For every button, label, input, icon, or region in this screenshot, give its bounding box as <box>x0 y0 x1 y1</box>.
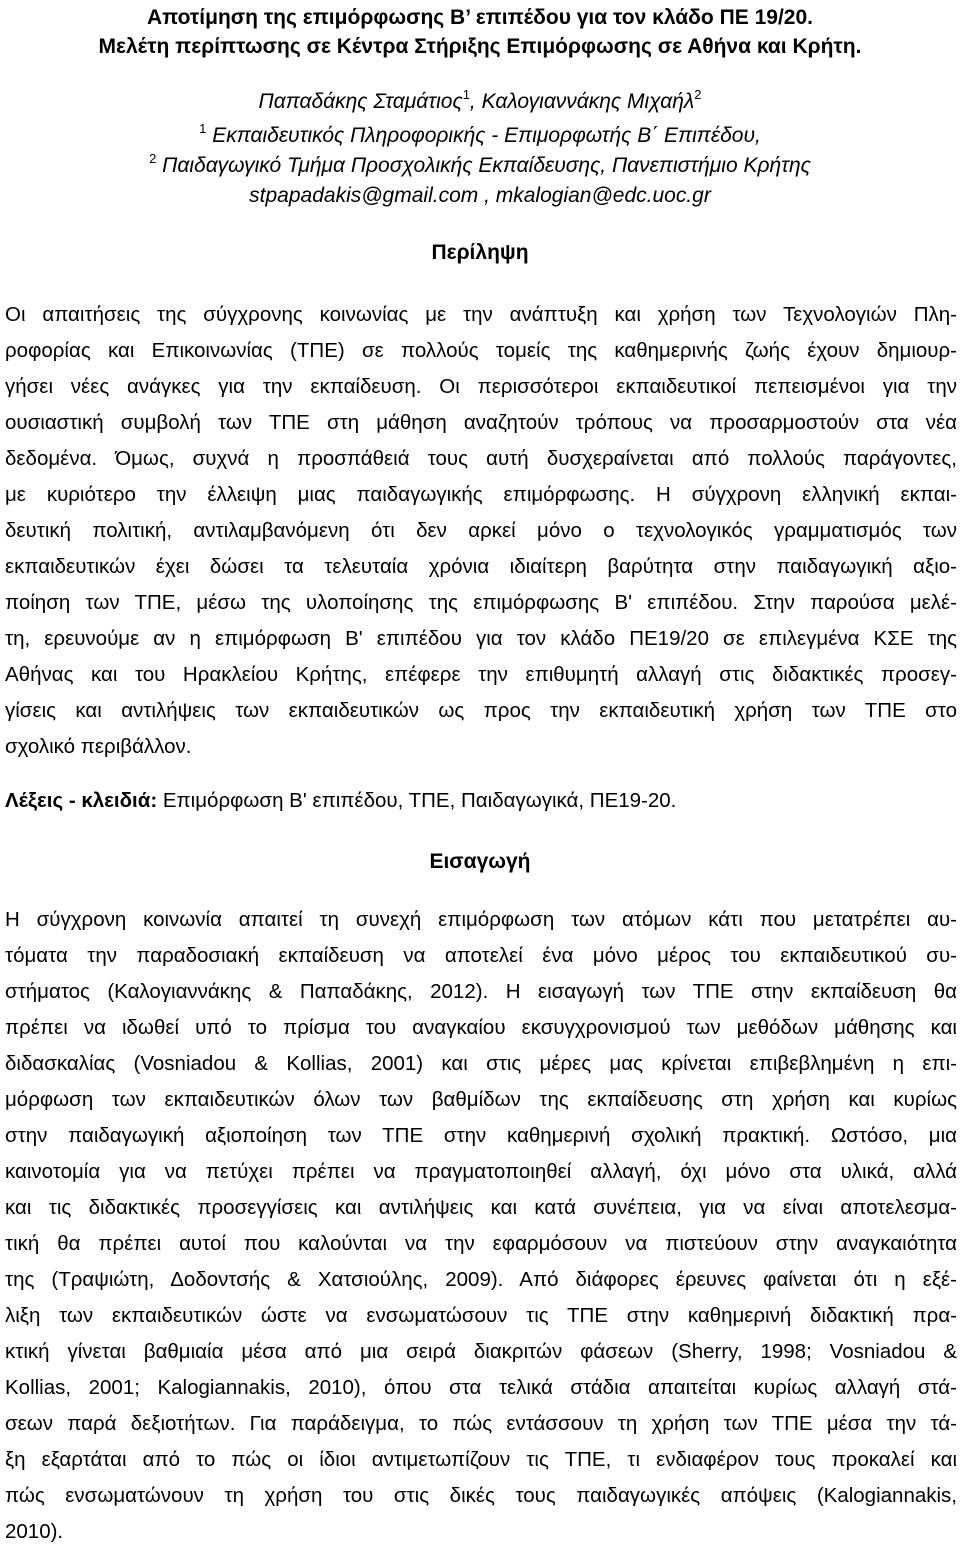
title-line-1: Αποτίμηση της επιμόρφωσης Β’ επιπέδου για τον κλάδο ΠΕ 19/20. <box>147 6 813 29</box>
author-1: Παπαδάκης Σταμάτιος <box>258 90 463 113</box>
introduction-line: στήματος (Καλογιαννάκης & Παπαδάκης, 2012). Η εισαγωγή των ΤΠΕ στην εκπαίδευση θα <box>5 980 957 1003</box>
abstract-line: ποίηση των ΤΠΕ, μέσω της υλοποίησης της επιμόρφωσης Β' επιπέδου. Στην παρούσα μελέ- <box>5 591 957 614</box>
affiliation-1-text: Εκπαιδευτικός Πληροφορικής - Επιμορφωτής Β΄ Επιπέδου, <box>206 124 761 147</box>
abstract-heading: Περίληψη <box>431 241 529 264</box>
author-2-sup: 2 <box>694 87 702 102</box>
introduction-line: Kollias, 2001; Kalogiannakis, 2010), όπου στα τελικά στάδια απαιτείται κυρίως αλλαγή στά- <box>5 1376 957 1399</box>
introduction-line: 2010). <box>5 1520 64 1543</box>
abstract-line: ουσιαστική συμβολή των ΤΠΕ στη μάθηση αναζητούν τρόπους να προσαρμοστούν στα νέα <box>5 411 957 434</box>
abstract-line: γίσεις και αντιλήψεις των εκπαιδευτικών ως προς την εκπαιδευτική χρήση των ΤΠΕ στο <box>5 699 957 722</box>
introduction-line: και τις διδακτικές προσεγγίσεις και αντιλήψεις και κατά συνέπεια, για να είναι αποτελεσμα- <box>5 1196 957 1219</box>
introduction-line: λιξη των εκπαιδευτικών ώστε να ενσωματώσουν τις ΤΠΕ στην καθημερινή διδακτική πρα- <box>5 1304 957 1327</box>
abstract-line: με κυριότερο την έλλειψη μιας παιδαγωγικής επιμόρφωσης. Η σύγχρονη ελληνική εκπαι- <box>5 483 957 506</box>
abstract-line: Αθήνας και του Ηρακλείου Κρήτης, επέφερε την επιθυμητή αλλαγή στις διδακτικές προσεγ- <box>5 663 957 686</box>
abstract-line: δευτική πολιτική, αντιλαμβανόμενη ότι δεν αρκεί μόνο ο τεχνολογικός γραμματισμός των <box>5 519 957 542</box>
author-1-sup: 1 <box>462 87 470 102</box>
abstract-line: δεδομένα. Όμως, συχνά η προσπάθειά τους αυτή δυσχεραίνεται από πολλούς παράγοντες, <box>5 447 957 470</box>
authors-line <box>0 86 960 118</box>
introduction-line: μόρφωση των εκπαιδευτικών όλων των βαθμίδων της εκπαίδευσης στη χρήση και κυρίως <box>5 1088 957 1111</box>
introduction-line: τόματα την παραδοσιακή εκπαίδευση να αποτελεί ένα μόνο μέρος του εκπαιδευτικού συ- <box>5 944 957 967</box>
keywords-label: Λέξεις - κλειδιά: <box>5 789 158 812</box>
introduction-heading: Εισαγωγή <box>429 850 531 873</box>
abstract-line: ροφορίας και Επικοινωνίας (ΤΠΕ) σε πολλούς τομείς της καθημερινής ζωής έχουν δημιουρ- <box>5 339 957 362</box>
abstract-line: γήσει νέες ανάγκες για την εκπαίδευση. Οι περισσότεροι εκπαιδευτικοί πεπεισμένοι για την <box>5 375 957 398</box>
abstract-line: Οι απαιτήσεις της σύγχρονης κοινωνίας με την ανάπτυξη και χρήση των Τεχνολογιών Πλη- <box>5 303 957 326</box>
keywords-line <box>5 785 957 817</box>
affiliation-2 <box>0 150 960 182</box>
affiliation-2-text: Παιδαγωγικό Τμήμα Προσχολικής Εκπαίδευσης, Πανεπιστήμιο Κρήτης <box>156 154 811 177</box>
abstract-line: εκπαιδευτικών έχει δώσει τα τελευταία χρόνια ιδιαίτερη βαρύτητα στην παιδαγωγική αξιο- <box>5 555 957 578</box>
introduction-line: κτική γίνεται βαθμιαία μέσα από μια σειρά διακριτών φάσεων (Sherry, 1998; Vosniadou & <box>5 1340 957 1363</box>
introduction-line: πρέπει να ιδωθεί υπό το πρίσμα του αναγκαίου εκσυγχρονισμού των μεθόδων μάθησης και <box>5 1016 957 1039</box>
introduction-line: Η σύγχρονη κοινωνία απαιτεί τη συνεχή επιμόρφωση των ατόμων κάτι που μετατρέπει αυ- <box>5 908 957 931</box>
introduction-line: καινοτομία για να πετύχει πρέπει να πραγματοποιηθεί αλλαγή, όχι μόνο στα υλικά, αλλά <box>5 1160 957 1183</box>
title-line-2: Μελέτη περίπτωσης σε Κέντρα Στήριξης Επιμόρφωσης σε Αθήνα και Κρήτη. <box>98 35 862 58</box>
author-separator: , <box>469 90 482 113</box>
introduction-line: στην παιδαγωγική αξιοποίηση των ΤΠΕ στην καθημερινή σχολική πρακτική. Ωστόσο, μια <box>5 1124 957 1147</box>
introduction-line: τική θα πρέπει αυτοί που καλούνται να την εφαρμόσουν να πιστεύουν στην αναγκαιότητα <box>5 1232 957 1255</box>
introduction-line: της (Τραψιώτη, Δοδοντσής & Χατσιούλης, 2009). Από διάφορες έρευνες φαίνεται ότι η εξέ- <box>5 1268 957 1291</box>
introduction-line: σεων παρά δεξιοτήτων. Για παράδειγμα, το πώς εντάσσουν τη χρήση των ΤΠΕ μέσα την τά- <box>5 1412 957 1435</box>
affiliation-2-sup: 2 <box>149 151 157 166</box>
abstract-line: σχολικό περιβάλλον. <box>5 735 192 758</box>
keywords-text: Επιμόρφωση Β' επιπέδου, ΤΠΕ, Παιδαγωγικά, ΠΕ19-20. <box>157 789 677 812</box>
author-emails: stpapadakis@gmail.com , mkalogian@edc.uoc.gr <box>249 184 711 207</box>
author-2: Καλογιαννάκης Μιχαήλ <box>481 90 695 113</box>
affiliation-1 <box>0 120 960 152</box>
introduction-line: ξη εξαρτάται από το πώς οι ίδιοι αντιμετωπίζουν τις ΤΠΕ, τι ενδιαφέρον τους προκαλεί και <box>5 1448 957 1471</box>
introduction-line: διδασκαλίας (Vosniadou & Kollias, 2001) και στις μέρες μας κρίνεται επιβεβλημένη η επι- <box>5 1052 957 1075</box>
introduction-line: πώς ενσωματώνουν τη χρήση του στις δικές τους παιδαγωγικές απόψεις (Kalogiannakis, <box>5 1484 957 1507</box>
abstract-line: τη, ερευνούμε αν η επιμόρφωση Β' επιπέδου για τον κλάδο ΠΕ19/20 σε επιλεγμένα ΚΣΕ της <box>5 627 957 650</box>
affiliation-1-sup: 1 <box>199 121 207 136</box>
